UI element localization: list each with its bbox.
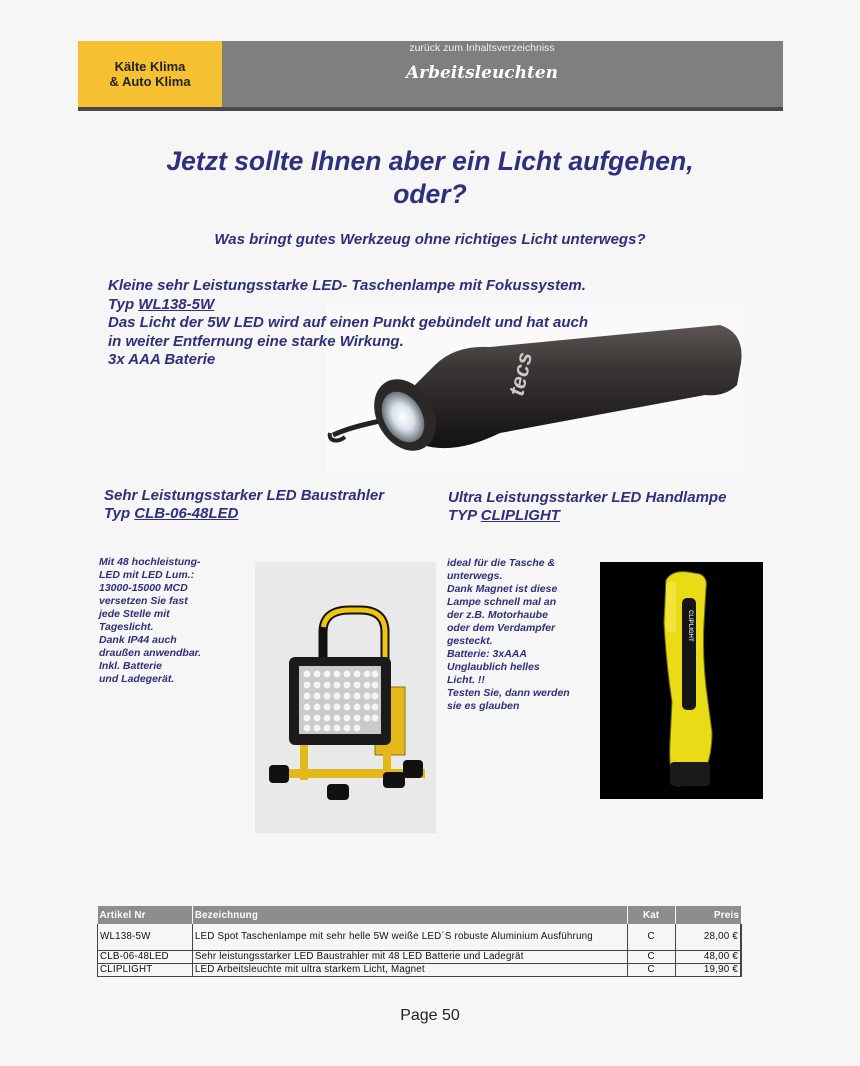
cell-bezeichnung: LED Arbeitsleuchte mit ultra starkem Licht, Magnet [192, 963, 627, 976]
headline-line-1: Jetzt sollte Ihnen aber ein Licht aufgehen, [166, 146, 694, 176]
product3-title-block [448, 489, 778, 525]
product2-desc-line: Tageslicht. [99, 621, 154, 633]
product2-title-block [104, 487, 434, 523]
price-table [97, 906, 742, 977]
product1-type-line [108, 296, 668, 315]
page-number: Page 50 [400, 1007, 460, 1024]
cell-artikel: WL138-5W [98, 924, 193, 950]
product3-desc-line: oder dem Verdampfer [447, 622, 556, 634]
cell-kat: C [627, 950, 675, 963]
product2-title: Sehr Leistungsstarker LED Baustrahler [104, 487, 385, 504]
product2-description [99, 556, 249, 686]
table-row [98, 963, 742, 976]
product3-desc-line: Unglaublich helles [447, 661, 540, 673]
table-row [98, 950, 742, 963]
col-header-bezeichnung: Bezeichnung [192, 906, 627, 924]
product3-desc-line: der z.B. Motorhaube [447, 609, 548, 621]
price-table-header-row [98, 906, 742, 924]
product3-desc-line: Batterie: 3xAAA [447, 648, 527, 660]
product1-description [108, 277, 668, 370]
product3-type-line [448, 507, 778, 525]
floodlight-photo [255, 562, 436, 833]
cell-artikel: CLB-06-48LED [98, 950, 193, 963]
product3-desc-line: Lampe schnell mal an [447, 596, 557, 608]
cell-kat: C [627, 963, 675, 976]
product3-desc-line: Licht. !! [447, 674, 485, 686]
product3-description [447, 557, 597, 713]
brand-line-2: & Auto Klima [109, 74, 191, 89]
product2-desc-line: jede Stelle mit [99, 608, 170, 620]
cliplight-brand-logo: CLIPLIGHT [687, 610, 693, 642]
product3-desc-line: Dank Magnet ist diese [447, 583, 558, 595]
product2-desc-line: Mit 48 hochleistung- [99, 556, 201, 568]
product3-desc-line: ideal für die Tasche & [447, 557, 556, 569]
product2-desc-line: 13000-15000 MCD [99, 582, 188, 594]
product3-desc-line: sie es glauben [447, 700, 520, 712]
product2-desc-line: und Ladegerät. [99, 673, 175, 685]
section-title: Arbeitsleuchten [405, 63, 559, 83]
product1-line-4: in weiter Entfernung eine starke Wirkung. [108, 332, 404, 350]
cell-preis: 48,00 € [675, 950, 741, 963]
back-to-contents-link[interactable]: zurück zum Inhaltsverzeichniss [409, 42, 555, 54]
table-row [98, 924, 742, 950]
col-header-kat: Kat [627, 906, 675, 924]
flashlight-brand-logo: tecs [503, 349, 538, 399]
brand-line-1: Kälte Klima [114, 59, 186, 74]
cell-artikel: CLIPLIGHT [98, 963, 193, 976]
product2-desc-line: Dank IP44 auch [99, 634, 177, 646]
product1-line-3: Das Licht der 5W LED wird auf einen Punkt gebündelt und hat auch [108, 314, 589, 331]
product2-desc-line: versetzen Sie fast [99, 595, 188, 607]
product2-desc-line: Inkl. Batterie [99, 660, 163, 672]
product2-type-prefix: Typ [104, 505, 135, 522]
cell-preis: 28,00 € [675, 924, 741, 950]
col-header-preis: Preis [675, 906, 741, 924]
product1-line-1: Kleine sehr Leistungsstarke LED- Taschenlampe mit Fokussystem. [108, 277, 586, 294]
brand-box [78, 41, 222, 107]
product2-type-line [104, 505, 434, 523]
page-headline [100, 145, 760, 211]
product3-desc-line: unterwegs. [447, 570, 503, 582]
header-divider [78, 107, 783, 111]
cell-bezeichnung: LED Spot Taschenlampe mit sehr helle 5W weiße LED´S robuste Aluminium Ausführung [192, 924, 627, 950]
product2-desc-line: LED mit LED Lum.: [99, 569, 195, 581]
product3-desc-line: gesteckt. [447, 635, 493, 647]
cell-bezeichnung: Sehr leistungsstarker LED Baustrahler mit 48 LED Batterie und Ladegrät [192, 950, 627, 963]
page-subheadline: Was bringt gutes Werkzeug ohne richtiges Licht unterwegs? [214, 231, 646, 248]
product1-type-prefix: Typ [108, 295, 139, 313]
cell-kat: C [627, 924, 675, 950]
product3-type-code: CLIPLIGHT [480, 507, 560, 524]
col-header-artikel: Artikel Nr [98, 906, 193, 924]
cell-preis: 19,90 € [675, 963, 741, 976]
cliplight-photo [600, 562, 763, 799]
product3-desc-line: Testen Sie, dann werden [447, 687, 570, 699]
product1-type-code: WL138-5W [138, 295, 215, 313]
headline-line-2: oder? [393, 179, 467, 209]
product2-desc-line: draußen anwendbar. [99, 647, 202, 659]
product3-type-prefix: TYP [448, 507, 481, 524]
product1-line-5: 3x AAA Baterie [108, 351, 216, 368]
product2-type-code: CLB-06-48LED [134, 505, 239, 522]
product3-title: Ultra Leistungsstarker LED Handlampe [448, 489, 727, 506]
